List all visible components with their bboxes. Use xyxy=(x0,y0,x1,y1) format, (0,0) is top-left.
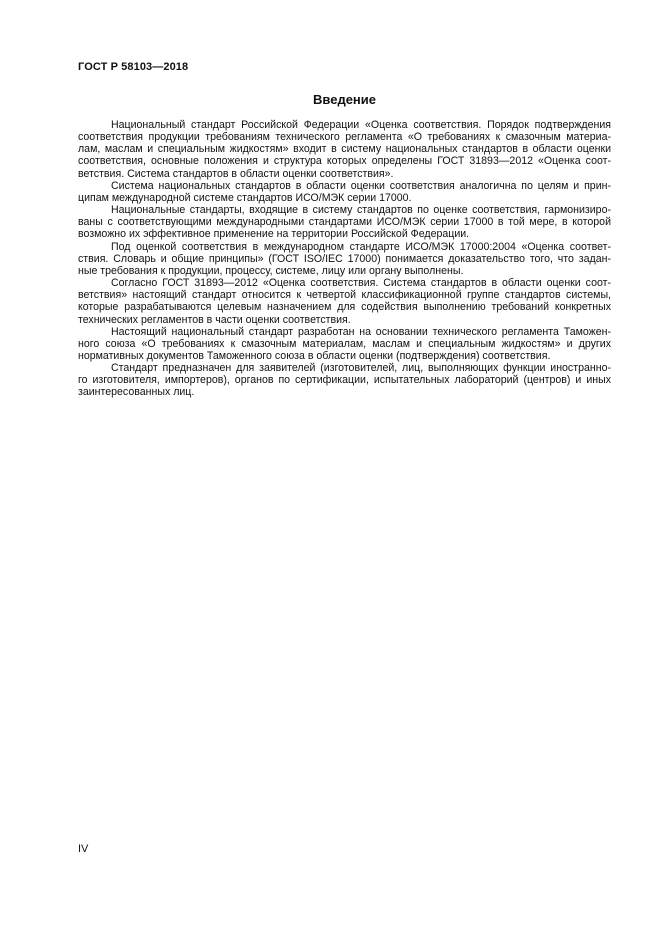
text-line: ваны с соответствующими международными стандартами ИСО/МЭК серии 17000 в той мере, в которой xyxy=(78,216,611,229)
section-title: Введение xyxy=(313,92,376,107)
paragraph xyxy=(78,362,611,398)
text-line: технических регламентов в части оценки соответствия. xyxy=(78,313,351,326)
text-line: возможно их эффективное применение на территории Российской Федерации. xyxy=(78,228,470,241)
paragraph xyxy=(78,180,611,204)
text-line: Согласно ГОСТ 31893—2012 «Оценка соответствия. Система стандартов в области оценки соот- xyxy=(111,277,611,290)
introduction-body xyxy=(78,119,611,399)
text-line: ного союза «О требованиях к смазочным материалам, маслам и специальным жидкостям» и других xyxy=(78,337,611,350)
text-line: которые разрабатываются целевым назначением для содействия выполнению требований конкретных xyxy=(78,301,611,314)
paragraph xyxy=(78,241,611,277)
text-line: нормативных документов Таможенного союза в области оценки (подтверждения) соответствия. xyxy=(78,349,551,362)
text-line: лам, маслам и специальным жидкостям» входит в систему национальных стандартов в области оценки xyxy=(78,143,611,156)
text-line: ные требования к продукции, процессу, системе, лицу или органу выполнены. xyxy=(78,264,464,277)
text-line: ветствия. Система стандартов в области оценки соответствия». xyxy=(78,167,394,180)
text-line: ствия. Словарь и общие принципы» (ГОСТ ISO/IEC 17000) понимается доказательство того, что задан- xyxy=(78,252,611,265)
text-line: ципам международной системе стандартов ИСО/МЭК серии 17000. xyxy=(78,191,412,204)
paragraph xyxy=(78,326,611,362)
paragraph xyxy=(78,204,611,240)
text-line: ветствия» настоящий стандарт относится к четвертой классификационной группе стандартов системы, xyxy=(78,289,611,302)
document-header-id: ГОСТ Р 58103—2018 xyxy=(78,61,189,73)
text-line: го изготовителя, импортеров), органов по сертификации, испытательных лабораторий (центров) и иных xyxy=(78,374,611,387)
text-line: Под оценкой соответствия в международном стандарте ИСО/МЭК 17000:2004 «Оценка соответ- xyxy=(111,240,611,253)
paragraph xyxy=(78,119,611,180)
text-line: Система национальных стандартов в области оценки соответствия аналогична по целям и прин- xyxy=(111,179,611,192)
text-line: соответствия, основные положения и структура которых определены ГОСТ 31893—2012 «Оценка соот- xyxy=(78,155,611,168)
text-line: Стандарт предназначен для заявителей (изготовителей, лиц, выполняющих функции иностранно- xyxy=(111,362,611,375)
page-number: IV xyxy=(78,843,89,855)
text-line: Национальные стандарты, входящие в систему стандартов по оценке соответствия, гармонизиро- xyxy=(111,204,611,217)
text-line: Национальный стандарт Российской Федерации «Оценка соответствия. Порядок подтверждения xyxy=(111,119,611,131)
paragraph xyxy=(78,277,611,326)
text-line: заинтересованных лиц. xyxy=(78,386,195,399)
text-line: соответствия продукции требованиям технического регламента «О требованиях к смазочным материа- xyxy=(78,131,611,144)
text-line: Настоящий национальный стандарт разработан на основании технического регламента Таможен- xyxy=(111,325,611,338)
